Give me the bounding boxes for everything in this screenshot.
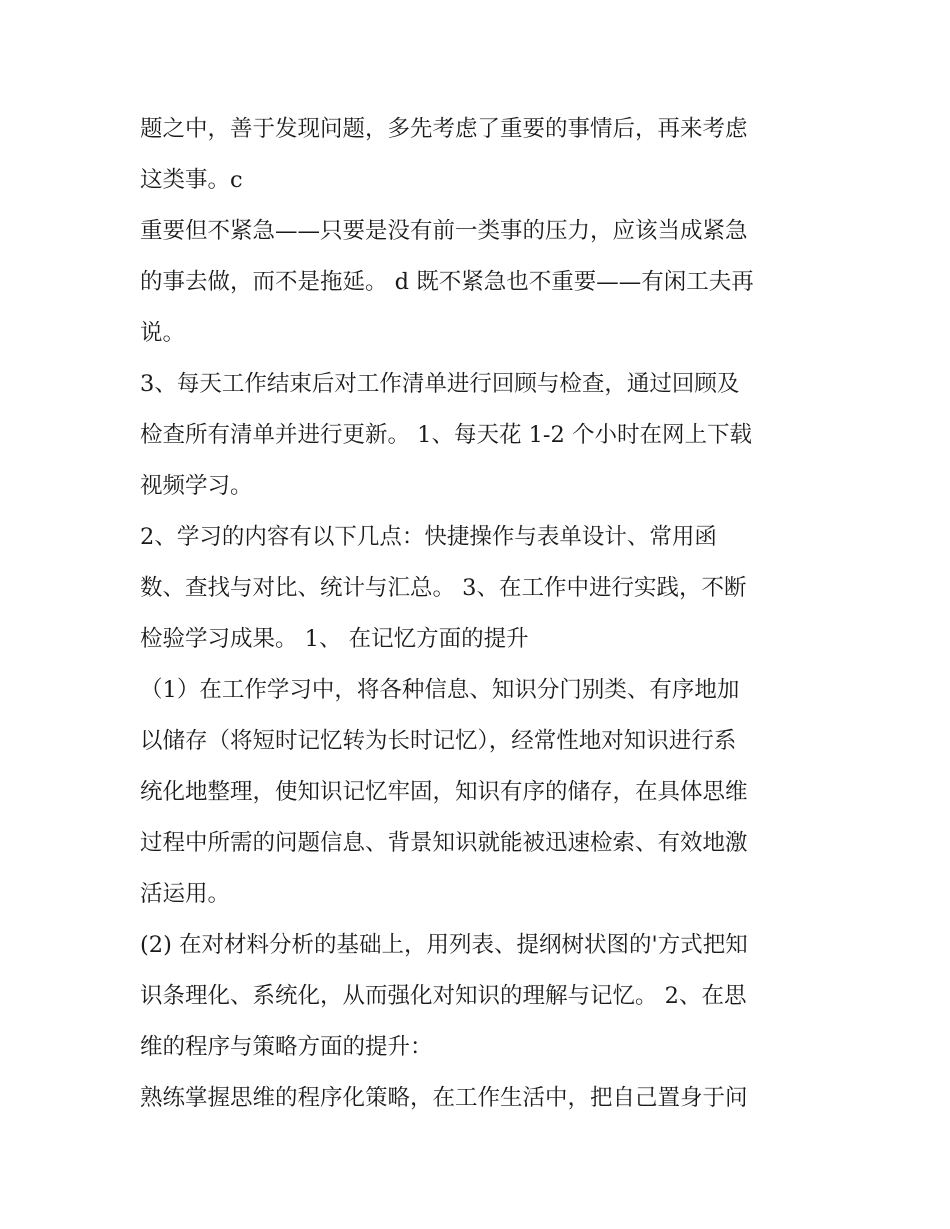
text-line: 检验学习成果。 1、 在记忆方面的提升 (140, 626, 529, 652)
text-line: 统化地整理，使知识记忆牢固，知识有序的储存，在具体思维 (140, 779, 748, 805)
text-line: 重要但不紧急——只要是没有前一类事的压力，应该当成紧急 (140, 218, 748, 244)
text-line: 活运用。 (140, 881, 231, 907)
body-text (140, 104, 830, 1124)
text-line: 过程中所需的问题信息、背景知识就能被迅速检索、有效地激 (140, 830, 748, 856)
text-line: （1）在工作学习中，将各种信息、知识分门别类、有序地加 (140, 677, 740, 703)
text-line: 2、学习的内容有以下几点：快捷操作与表单设计、常用函 (140, 524, 717, 550)
text-line: 识条理化、系统化，从而强化对知识的理解与记忆。 2、在思 (140, 983, 747, 1009)
text-line: 维的程序与策略方面的提升： (140, 1034, 433, 1060)
text-line: 以储存（将短时记忆转为长时记忆），经常性地对知识进行系 (140, 728, 737, 754)
text-line: 数、查找与对比、统计与汇总。 3、在工作中进行实践，不断 (140, 575, 747, 601)
text-line: 检查所有清单并进行更新。 1、每天花 1-2 个小时在网上下载 (140, 422, 753, 448)
text-line: 的事去做，而不是拖延。 d 既不紧急也不重要——有闲工夫再 (140, 269, 754, 295)
text-line: 说。 (140, 320, 186, 346)
text-line: 视频学习。 (140, 473, 253, 499)
text-line: 熟练掌握思维的程序化策略，在工作生活中，把自己置身于问 (140, 1085, 748, 1111)
text-line: (2) 在对材料分析的基础上，用列表、提纲树状图的'方式把知 (140, 932, 748, 958)
text-line: 这类事。c (140, 167, 243, 193)
text-line: 3、每天工作结束后对工作清单进行回顾与检查，通过回顾及 (140, 371, 740, 397)
text-line: 题之中，善于发现问题，多先考虑了重要的事情后，再来考虑 (140, 116, 748, 142)
